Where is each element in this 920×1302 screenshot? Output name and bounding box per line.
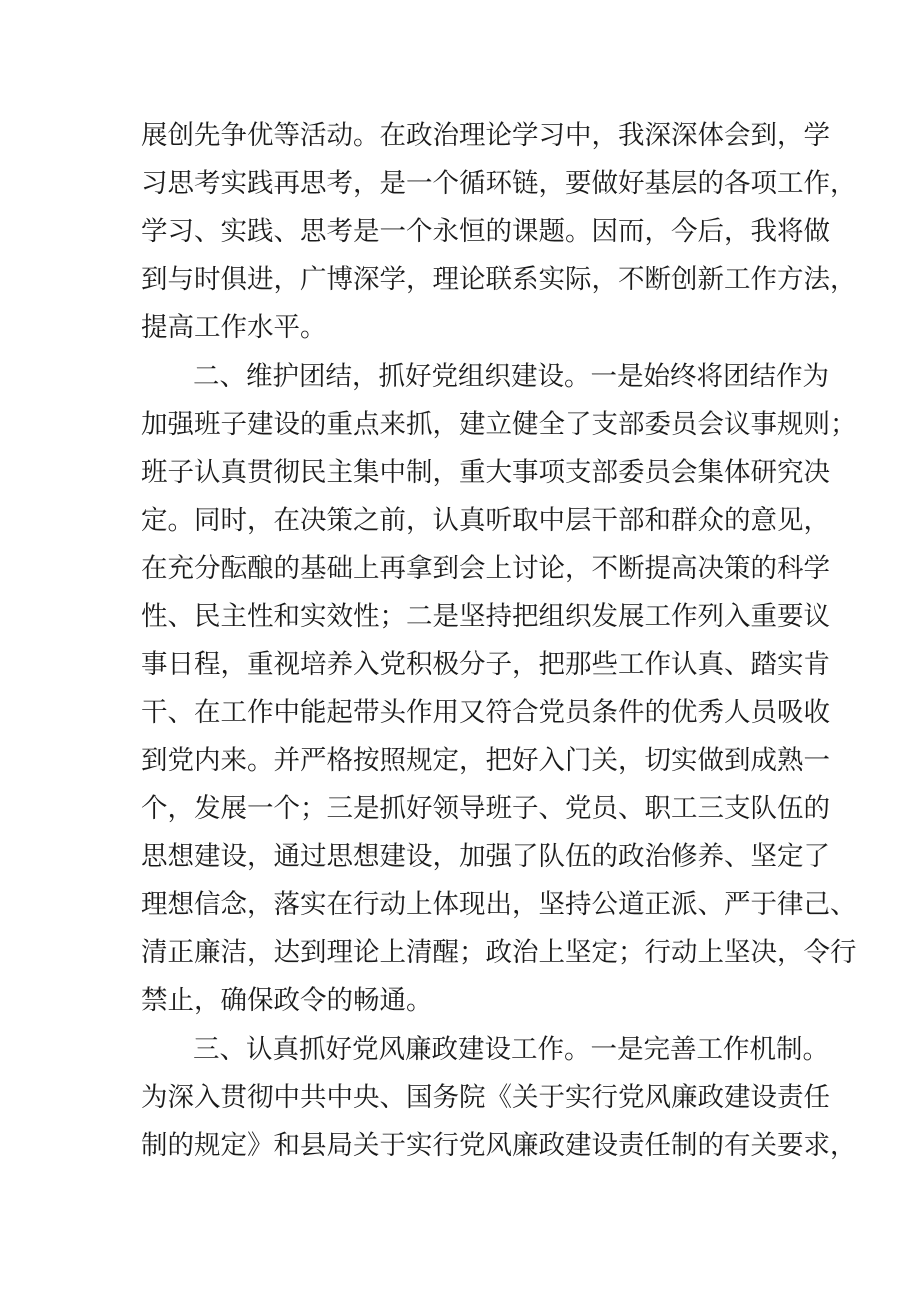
text-line: 班子认真贯彻民主集中制，重大事项支部委员会集体研究决 (141, 457, 830, 488)
text-line: 到党内来。并严格按照规定，把好入门关，切实做到成熟一 (141, 745, 830, 776)
text-line: 展创先争优等活动。在政治理论学习中，我深深体会到，学 (141, 120, 830, 151)
text-line: 制的规定》和县局关于实行党风廉政建设责任制的有关要求， (141, 1130, 857, 1161)
text-line: 禁止，确保政令的畅通。 (141, 985, 433, 1016)
text-line: 习思考实践再思考，是一个循环链，要做好基层的各项工作， (141, 168, 857, 199)
text-line: 为深入贯彻中共中央、国务院《关于实行党风廉政建设责任 (141, 1082, 830, 1113)
text-line: 到与时俱进，广博深学，理论联系实际，不断创新工作方法， (141, 264, 857, 295)
text-line: 思想建设，通过思想建设，加强了队伍的政治修养、坚定了 (141, 841, 830, 872)
text-line: 提高工作水平。 (141, 312, 327, 343)
paragraph-start-line: 二、维护团结，抓好党组织建设。一是始终将团结作为 (193, 361, 829, 392)
text-line: 个，发展一个；三是抓好领导班子、党员、职工三支队伍的 (141, 793, 830, 824)
text-line: 清正廉洁，达到理论上清醒；政治上坚定；行动上坚决，令行 (141, 937, 857, 968)
text-line: 干、在工作中能起带头作用又符合党员条件的优秀人员吸收 (141, 697, 830, 728)
text-line: 在充分酝酿的基础上再拿到会上讨论，不断提高决策的科学 (141, 553, 830, 584)
text-line: 理想信念，落实在行动上体现出，坚持公道正派、严于律己、 (141, 889, 857, 920)
text-line: 定。同时，在决策之前，认真听取中层干部和群众的意见， (141, 505, 830, 536)
paragraph-start-line: 三、认真抓好党风廉政建设工作。一是完善工作机制。 (193, 1034, 829, 1065)
text-line: 事日程，重视培养入党积极分子，把那些工作认真、踏实肯 (141, 649, 830, 680)
text-line: 加强班子建设的重点来抓，建立健全了支部委员会议事规则； (141, 409, 857, 440)
text-line: 性、民主性和实效性；二是坚持把组织发展工作列入重要议 (141, 601, 830, 632)
text-line: 学习、实践、思考是一个永恒的课题。因而，今后，我将做 (141, 216, 830, 247)
